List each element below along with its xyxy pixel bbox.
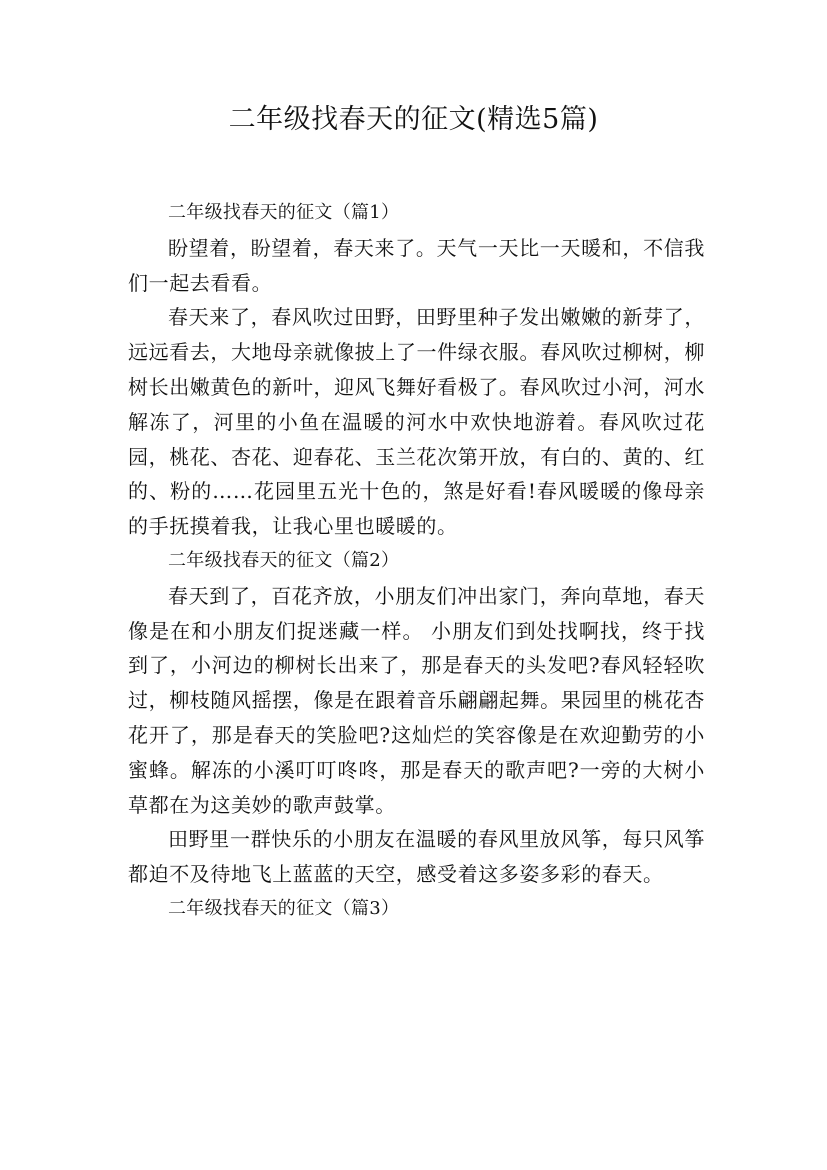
paragraph: 盼望着，盼望着，春天来了。天气一天比一天暖和，不信我们一起去看看。 xyxy=(128,235,705,295)
document-body xyxy=(128,196,705,927)
document-title: 二年级找春天的征文(精选5篇) xyxy=(228,104,599,135)
paragraph: 春天到了，百花齐放，小朋友们冲出家门，奔向草地，春天像是在和小朋友们捉迷藏一样。 小朋友们到处找啊找，终于找到了，小河边的柳树长出来了，那是春天的头发吧?春风轻轻吹过，柳枝随风摇摆，像是在跟着音乐翩翩起舞。果园里的桃花杏花开了，那是春天的笑脸吧?这灿烂的笑容像是在欢迎勤劳的小蜜蜂。解冻的小溪叮叮咚咚，那是春天的歌声吧?一旁的大树小草都在为这美妙的歌声鼓掌。 xyxy=(128,583,705,817)
paragraph: 田野里一群快乐的小朋友在温暖的春风里放风筝，每只风筝都迫不及待地飞上蓝蓝的天空，感受着这多姿多彩的春天。 xyxy=(128,827,705,887)
section-heading-3: 二年级找春天的征文（篇3） xyxy=(168,897,400,919)
section-heading-2: 二年级找春天的征文（篇2） xyxy=(168,549,400,571)
paragraph: 春天来了，春风吹过田野，田野里种子发出嫩嫩的新芽了，远远看去，大地母亲就像披上了一件绿衣服。春风吹过柳树，柳树长出嫩黄色的新叶，迎风飞舞好看极了。春风吹过小河，河水解冻了，河里的小鱼在温暖的河水中欢快地游着。春风吹过花园，桃花、杏花、迎春花、玉兰花次第开放，有白的、黄的、红的、粉的……花园里五光十色的，煞是好看!春风暖暖的像母亲的手抚摸着我，让我心里也暖暖的。 xyxy=(128,305,705,539)
section-heading-1: 二年级找春天的征文（篇1） xyxy=(168,202,400,223)
